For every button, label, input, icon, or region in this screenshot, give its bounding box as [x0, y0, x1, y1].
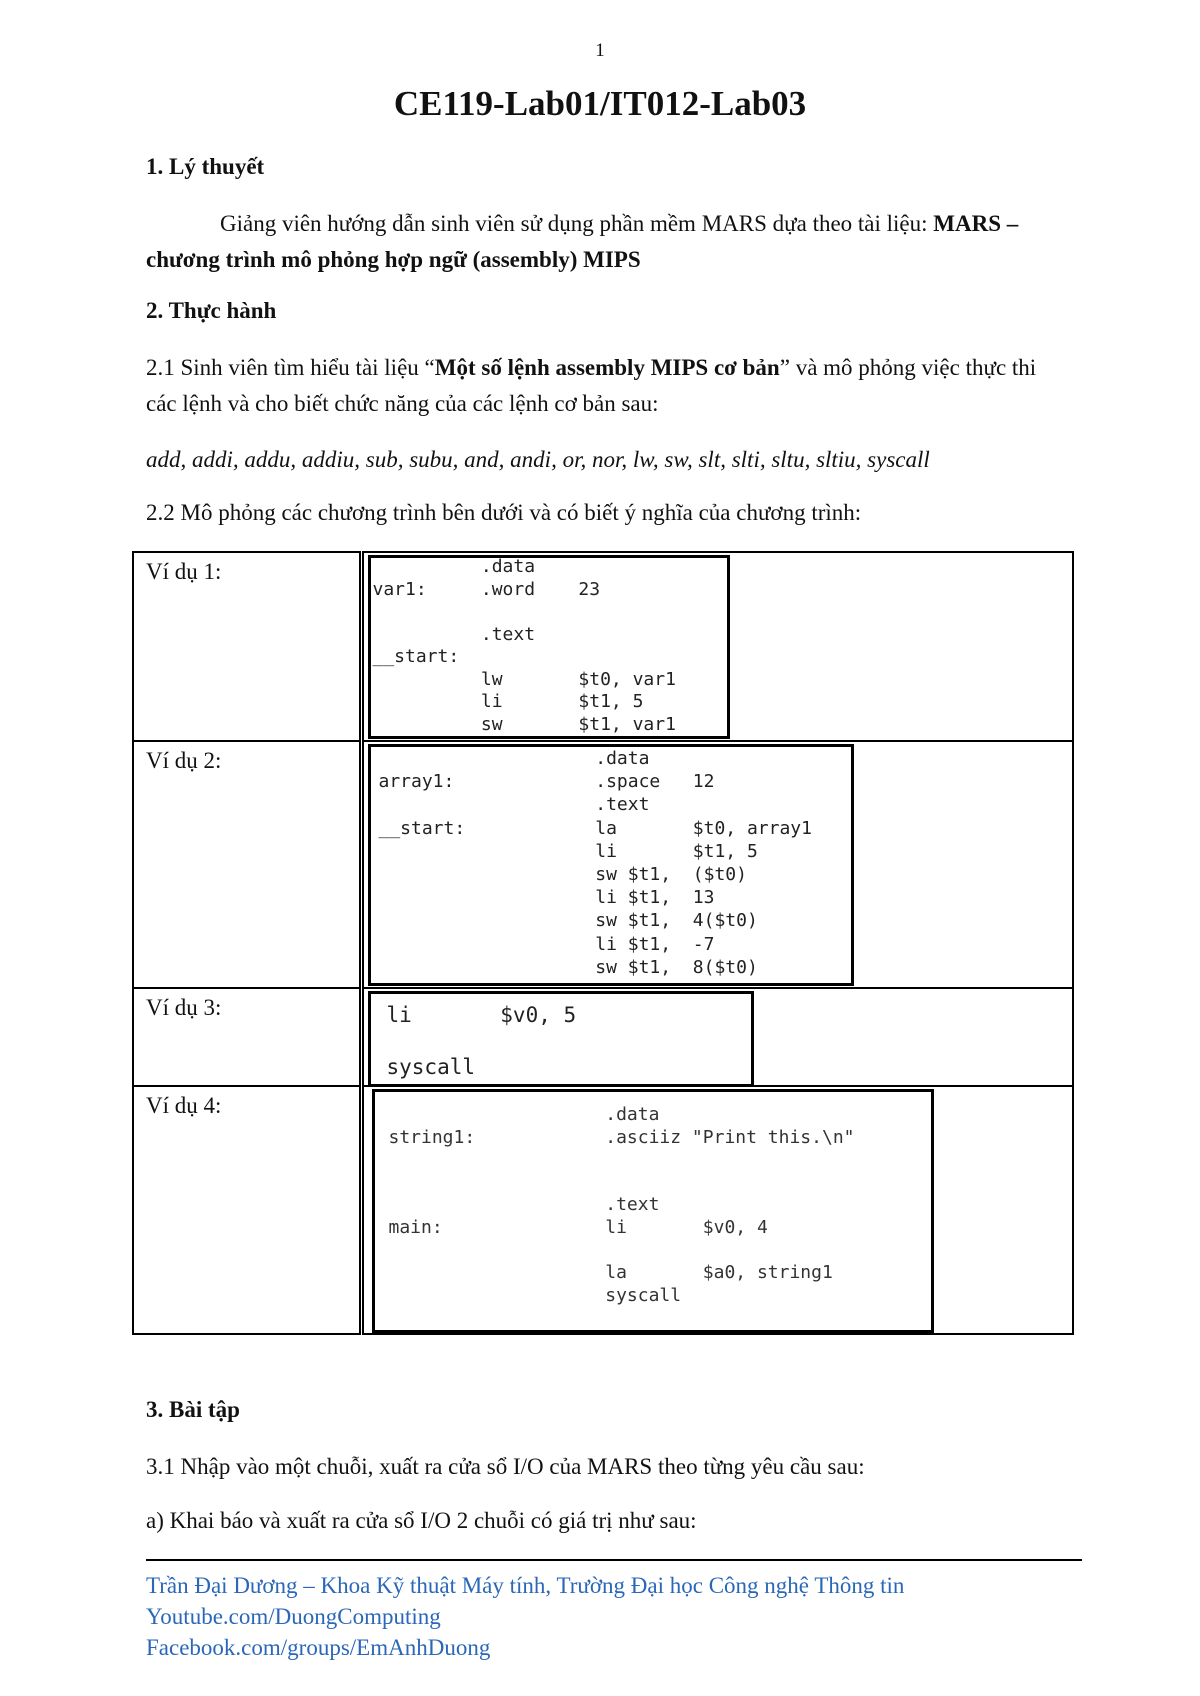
examples-table [132, 551, 1074, 1335]
example-2-code-cell [361, 741, 1073, 988]
section-1-document-name: MARS – chương trình mô phỏng hợp ngữ (assembly) MIPS [146, 211, 1019, 272]
example-3-code-box [368, 991, 754, 1087]
document-title: CE119-Lab01/IT012-Lab03 [393, 84, 807, 123]
section-2-1-prefix: 2.1 Sinh viên tìm hiểu tài liệu “ [146, 355, 435, 380]
example-2-label: Ví dụ 2: [146, 748, 222, 773]
example-row [133, 741, 1073, 988]
example-4-label-cell [133, 1086, 361, 1334]
example-3-label: Ví dụ 3: [146, 995, 222, 1020]
section-3-1-paragraph: 3.1 Nhập vào một chuỗi, xuất ra cửa sổ I/O của MARS theo từng yêu cầu sau: [146, 1454, 865, 1479]
section-2-2-paragraph: 2.2 Mô phỏng các chương trình bên dưới và có biết ý nghĩa của chương trình: [146, 500, 862, 525]
example-4-label: Ví dụ 4: [146, 1093, 222, 1118]
example-1-code-box [368, 555, 730, 739]
page-number: 1 [595, 40, 605, 61]
section-1-text [146, 206, 1066, 278]
section-3-1a-paragraph: a) Khai báo và xuất ra cửa sổ I/O 2 chuỗi có giá trị như sau: [146, 1508, 697, 1533]
section-3-heading: 3. Bài tập [146, 1397, 240, 1422]
example-2-label-cell [133, 741, 361, 988]
footer-facebook-link[interactable]: Facebook.com/groups/EmAnhDuong [146, 1635, 491, 1660]
example-row [133, 552, 1073, 741]
example-1-code-cell [361, 552, 1073, 741]
example-1-code: .data var1: .word 23 .text __start: lw $t0, var1 li $t1, 5 sw $t1, var1 [372, 556, 676, 735]
example-4-code-cell [361, 1086, 1073, 1334]
footer-divider [146, 1559, 1082, 1561]
footer-author: Trần Đại Dương – Khoa Kỹ thuật Máy tính, Trường Đại học Công nghệ Thông tin [146, 1573, 905, 1598]
example-3-label-cell [133, 988, 361, 1086]
example-row [133, 988, 1073, 1086]
example-3-code-cell [361, 988, 1073, 1086]
section-2-1-doc-title: Một số lệnh assembly MIPS cơ bản [434, 355, 780, 380]
example-4-code: .data string1: .asciiz "Print this.\n" .text main: li $v0, 4 la $a0, string1 syscall [388, 1104, 855, 1306]
example-row [133, 1086, 1073, 1334]
example-1-label-cell [133, 552, 361, 741]
example-1-label: Ví dụ 1: [146, 559, 222, 584]
section-2-1-suffix: ” và mô phỏng việc thực thi các lệnh và cho biết chức năng của các lệnh cơ bản sau: [146, 355, 1037, 416]
section-2-1-paragraph [146, 350, 1066, 422]
section-1-heading: 1. Lý thuyết [146, 154, 265, 179]
example-2-code-box [368, 744, 854, 986]
footer-youtube-link[interactable]: Youtube.com/DuongComputing [146, 1604, 441, 1629]
example-4-code-box [372, 1089, 934, 1333]
section-2-heading: 2. Thực hành [146, 298, 277, 323]
instruction-list: add, addi, addu, addiu, sub, subu, and, andi, or, nor, lw, sw, slt, slti, sltu, sltiu, syscall [146, 447, 930, 472]
example-2-code: .data array1: .space 12 .text __start: la $t0, array1 li $t1, 5 sw $t1, ($t0) li $t1, 13 sw $t1, 4($t0) li $t1, -7 sw $t1, 8($t0) [378, 748, 812, 978]
footer [146, 1570, 904, 1663]
section-1-sentence: Giảng viên hướng dẫn sinh viên sử dụng phần mềm MARS dựa theo tài liệu: [220, 211, 928, 236]
example-3-code: li $v0, 5 syscall [386, 1003, 577, 1079]
